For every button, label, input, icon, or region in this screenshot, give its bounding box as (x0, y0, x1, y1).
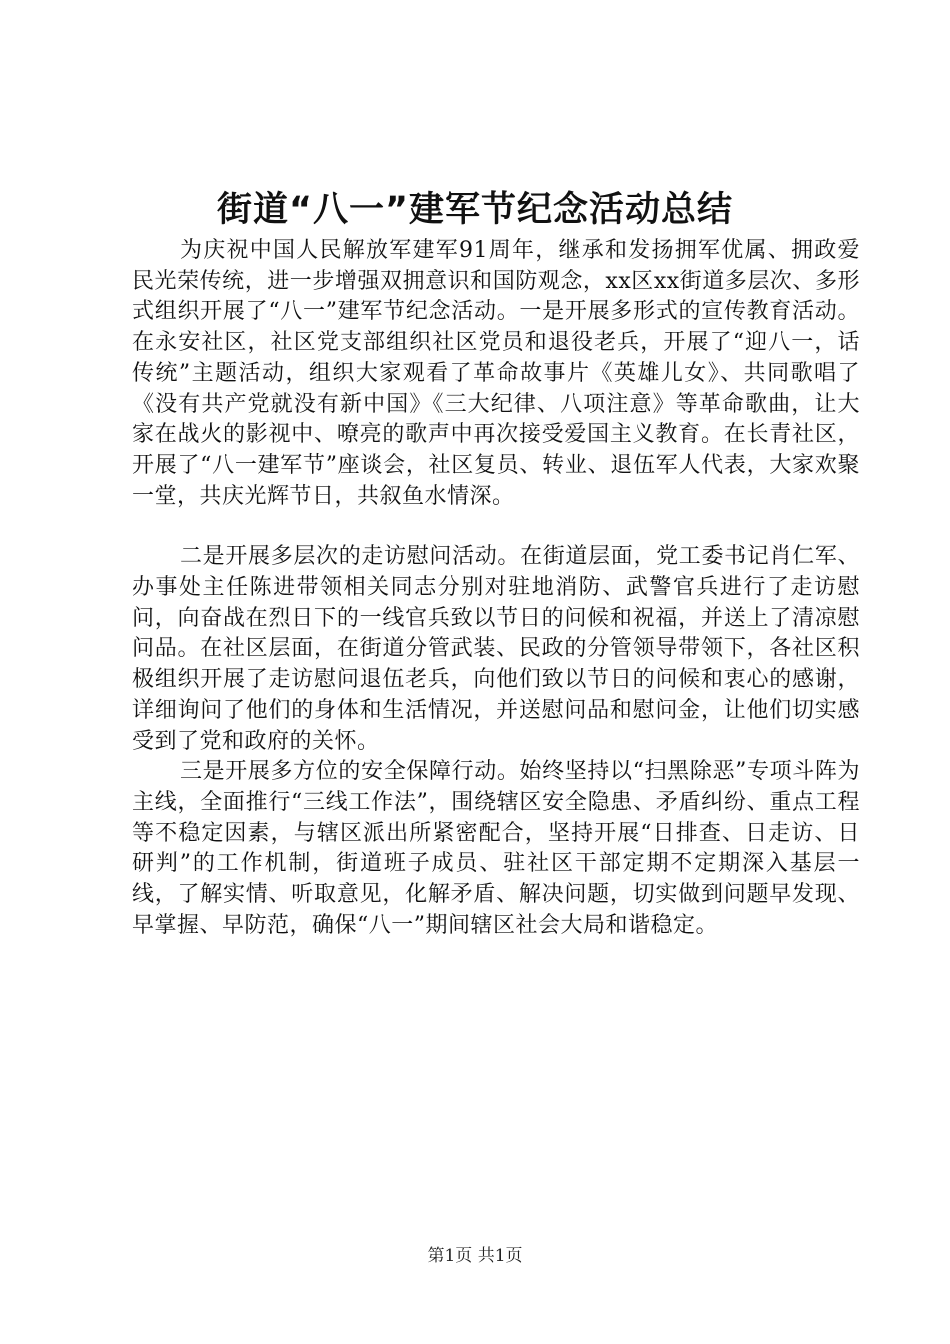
paragraph-3: 三是开展多方位的安全保障行动。始终坚持以“扫黑除恶”专项斗阵为主线，全面推行“三线工作法”，围绕辖区安全隐患、矛盾纠纷、重点工程等不稳定因素，与辖区派出所紧密配合，坚持开展“日排查、日走访、日研判”的工作机制，街道班子成员、驻社区干部定期不定期深入基层一线，了解实情、听取意见，化解矛盾、解决问题，切实做到问题早发现、早掌握、早防范，确保“八一”期间辖区社会大局和谐稳定。 (132, 759, 860, 938)
document-title: 街道“八一”建军节纪念活动总结 (216, 190, 733, 230)
paragraph-2: 二是开展多层次的走访慰问活动。在街道层面，党工委书记肖仁军、办事处主任陈进带领相关同志分别对驻地消防、武警官兵进行了走访慰问，向奋战在烈日下的一线官兵致以节日的问候和祝福，并送上了清凉慰问品。在社区层面，在街道分管武装、民政的分管领导带领下，各社区积极组织开展了走访慰问退伍老兵，向他们致以节日的问候和衷心的感谢，详细询问了他们的身体和生活情况，并送慰问品和慰问金，让他们切实感受到了党和政府的关怀。 (132, 544, 860, 754)
document-body (132, 236, 860, 941)
page-footer: 第1页 共1页 (427, 1246, 523, 1266)
paragraph-1: 为庆祝中国人民解放军建军91周年，继承和发扬拥军优属、拥政爱民光荣传统，进一步增强双拥意识和国防观念，xx区xx街道多层次、多形式组织开展了“八一”建军节纪念活动。一是开展多形式的宣传教育活动。在永安社区，社区党支部组织社区党员和退役老兵，开展了“迎八一，话传统”主题活动，组织大家观看了革命故事片《英雄儿女》、共同歌唱了《没有共产党就没有新中国》《三大纪律、八项注意》等革命歌曲，让大家在战火的影视中、嘹亮的歌声中再次接受爱国主义教育。在长青社区，开展了“八一建军节”座谈会，社区复员、转业、退伍军人代表，大家欢聚一堂，共庆光辉节日，共叙鱼水情深。 (132, 238, 860, 509)
